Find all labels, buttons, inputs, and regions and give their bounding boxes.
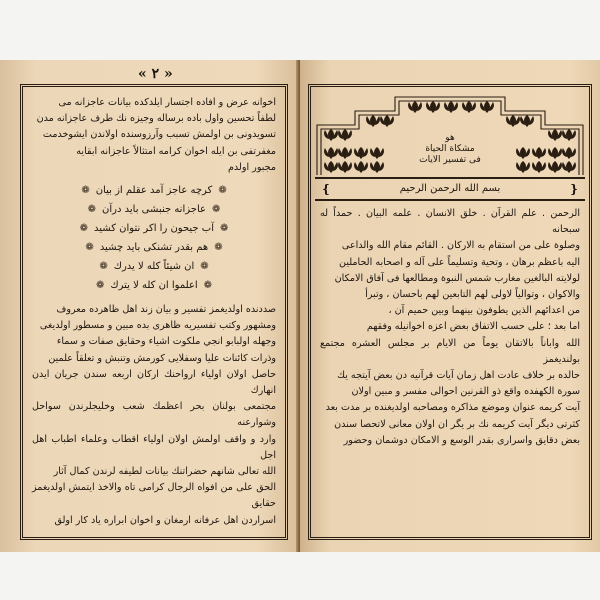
text-line: كثرتى ديگر آيت كريمه نك بر يگر ان اولان معانى لاتحصا سندن: [334, 418, 580, 430]
text-line: الحق على من افواه الرجال كرامى تاه والاخذ ايتمش اولديغمز حقايق: [32, 482, 276, 510]
text-line: مغفرتفى بن ايله اخوان كرامه امتثالاً عاجزانه ابقايه: [76, 145, 276, 157]
ornament-icon: ❁: [203, 280, 213, 292]
left-page: [0, 60, 300, 552]
left-page-frame: [20, 84, 288, 540]
text-line: حالده بر خلاف عادت اهل زمان آيات قرآنيه دن بعض آيتجه يك: [337, 370, 580, 382]
right-page: [300, 60, 600, 552]
text-line: والاكوان ، وتوالياً لاولى لهم التابعين لهم باحسان ، وتبرأ: [365, 289, 580, 301]
text-line: لولايته البالغين مغارب شمس النبوة ومطالعها فى آفاق الامكان: [334, 272, 580, 284]
open-book: [0, 60, 600, 560]
text-line: لطفاً تحسين واول باده برساله وجيزه نك طرف عاجزانه مدن: [36, 113, 276, 125]
text-line: وارد و واقف اولمش اولان اولياء اقطاب وعلماء اطباب اهل اجل: [32, 433, 276, 461]
bracket-ornament-icon: ❵: [321, 182, 332, 196]
basmala-text: بسم الله الرحمن الرحيم: [399, 183, 501, 194]
text-line: سورة الكهفده واقع ذو القرنين احوالى مفسر و مبين اولان: [351, 386, 580, 398]
left-page-text: [23, 87, 285, 529]
text-line: اليه باعظم برهان ، وتحية وتسليماً على آله و اصحابه الحاملين: [339, 256, 580, 268]
basmala-banner: [315, 177, 585, 201]
text-line: اسراردن اهل عرفانه ارمغان و اخوان ابراره ياد كار اولق: [54, 514, 276, 526]
decorative-header: [315, 89, 585, 177]
text-line: آيت كريمه عنوان وموضع مذاكره ومصاحبه اولديغنده بر مدت بعد: [325, 402, 580, 414]
bracket-ornament-icon: ❴: [568, 182, 579, 196]
ornament-icon: ❁: [95, 280, 105, 292]
book-title: هو مشكاة الحياة فى تفسير الايات: [419, 133, 481, 165]
ornament-icon: ❁: [79, 223, 89, 235]
text-line: مجتمعى بولنان بحر اعظمك شعب وخليجلرندن سواحل وشوارعنه: [32, 401, 276, 429]
text-line: وصلوة على من استقام به الاركان . القائم مقام الله والداعى: [341, 240, 580, 252]
page-number: « ٢ »: [138, 66, 173, 82]
text-line: من اعدائهم الذين يطوفون بينهما وبين حميم آن ،: [388, 305, 580, 317]
verse-line: ❁ عاجزانه جنبشى بايد درآن ❁: [42, 201, 266, 220]
text-line: صددنده اولديغمز تفسير و بيان زند اهل ظاهرده معروف: [56, 304, 276, 316]
verse-line: ❁ كرچه عاجز آمد عقلم از بيان ❁: [42, 182, 266, 201]
ornament-icon: ❁: [218, 185, 227, 197]
text-line: مجبور اولدم: [227, 161, 276, 173]
text-line: وجهله اولبابو انجي ملكوت اشياء وحقايق صفات و سماء: [56, 336, 276, 348]
ornament-icon: ❁: [219, 223, 229, 235]
text-line: اما بعد ؛ على حسب الاتفاق بعض اعزه اخوانيله وفقهم: [366, 321, 580, 333]
text-line: وذرات كائنات عليا وسفلايى كورمش وتنبش و تعلقاً علمين: [48, 352, 276, 364]
verse-line: ❁ هم بقدر تشنكى بايد چشيد ❁: [42, 239, 266, 258]
verse-line: ❁ ان شيئاً كله لا يدرك ❁: [42, 258, 266, 277]
poem-verses: [32, 182, 276, 296]
ornament-icon: ❁: [85, 242, 94, 254]
text-line: الرحمن . علم القرآن . خلق الانسان . علمه البيان . حمداً له سبحانه: [320, 208, 580, 236]
text-line: الله واباناً بالاتقان يوماً من الايام بر مجلس العشره مجتمع بولنديغمز: [320, 337, 580, 365]
text-line: اخوانه عرض و افاده اجتسار ايلدكده بيانات عاجزانه مى: [58, 97, 276, 108]
text-line: بعض دقايق واسرارى بقدر الوسع و الامكان دوشمان وحضور: [343, 434, 580, 446]
text-line: الله تعالى شانهم حضراتنك بيانات لطيفه لرندن كمال آثار: [53, 466, 276, 478]
ornament-icon: ❁: [87, 204, 97, 216]
ornament-icon: ❁: [81, 185, 90, 197]
text-line: تسويدونى بن اولمش تسبب وآرزوسنده اولاندن ايشوخدمت: [42, 129, 276, 141]
verse-line: ❁ اعلموا ان كله لا يترك ❁: [42, 277, 266, 296]
text-line: ومشهور وكتب تفسيريه ظاهرى بده مبين و مسطور اولديغى: [39, 320, 276, 332]
ornament-icon: ❁: [200, 261, 209, 273]
ornament-icon: ❁: [211, 204, 221, 216]
right-page-frame: [308, 84, 592, 540]
ornament-icon: ❁: [99, 261, 108, 273]
text-line: حاصل اولان اولياء ارواحنك اركان اربعه سندن جريان ايدن انهارك: [32, 368, 276, 397]
ornament-icon: ❁: [214, 242, 223, 254]
right-page-text: [311, 201, 589, 449]
verse-line: ❁ آب جيحون را اكر نتوان كشيد ❁: [42, 220, 266, 239]
